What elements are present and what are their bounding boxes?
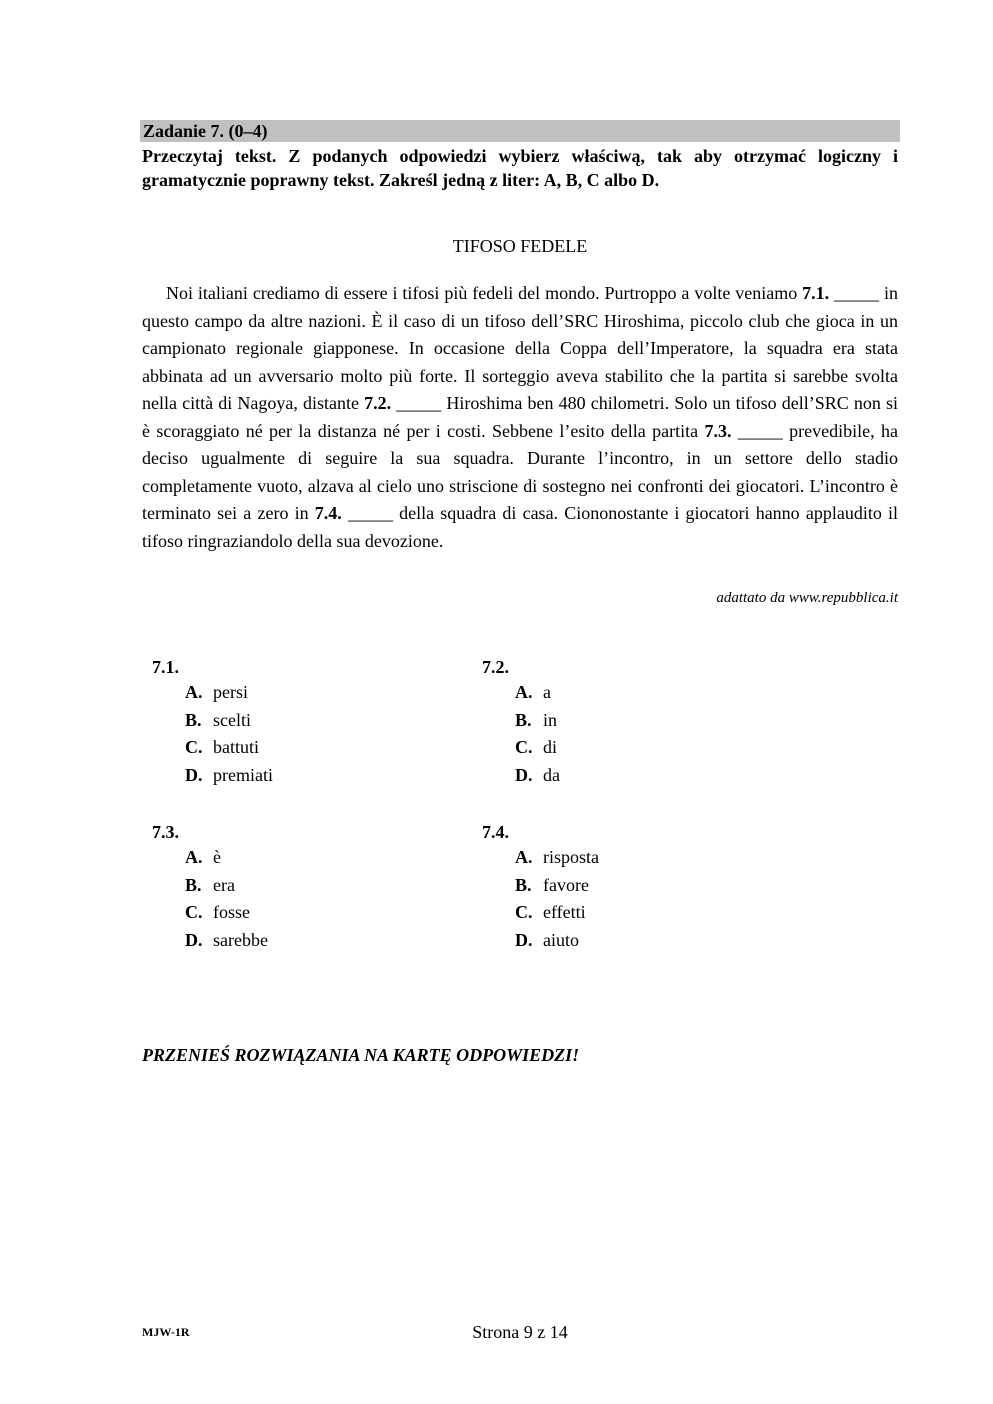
- option-letter: A.: [185, 847, 203, 867]
- option-text: era: [213, 874, 235, 895]
- option-text: battuti: [213, 737, 259, 757]
- option-text: fosse: [213, 902, 250, 922]
- option-letter: B.: [515, 709, 532, 730]
- option-text: scelti: [213, 709, 251, 730]
- answer-option-b[interactable]: [515, 872, 599, 900]
- question-label: 7.3.: [152, 822, 179, 842]
- question-7-4: [482, 820, 599, 954]
- task-instruction: Przeczytaj tekst. Z podanych odpowiedzi wybierz właściwą, tak aby otrzymać logiczny i gramatycznie poprawny tekst. Zakreśl jedną z liter: A, B, C albo D.: [142, 146, 898, 190]
- text-title: TIFOSO FEDELE: [452, 236, 588, 256]
- option-letter: C.: [515, 737, 533, 757]
- answer-option-c[interactable]: [515, 734, 560, 762]
- option-letter: D.: [515, 764, 533, 785]
- question-label: 7.4.: [482, 822, 509, 842]
- question-label: 7.2.: [482, 657, 509, 677]
- option-text: effetti: [543, 902, 586, 922]
- passage-segment: _____ prevedibile, ha deciso ugualmente di seguire la sua squadra. Durante l’incontro, in un settore dello stadio completamente vuoto, alzava al cielo uno striscione di sostegno nei confronti dei giocatori. L’incontro è terminato sei a zero in: [142, 420, 898, 523]
- option-text: sarebbe: [213, 929, 268, 950]
- answer-option-d[interactable]: [185, 927, 268, 955]
- option-letter: C.: [185, 902, 203, 922]
- reading-passage: [142, 280, 898, 555]
- answer-option-d[interactable]: [515, 927, 599, 955]
- option-letter: B.: [515, 874, 532, 895]
- gap-number-7-4: 7.4.: [314, 503, 342, 523]
- question-7-2: [482, 655, 560, 789]
- option-text: a: [543, 682, 551, 702]
- question-7-1: [152, 655, 273, 789]
- gap-number-7-1: 7.1.: [802, 283, 830, 303]
- option-letter: D.: [185, 929, 203, 950]
- answer-option-d[interactable]: [515, 762, 560, 790]
- exam-code: MJW-1R: [142, 1325, 190, 1339]
- question-label: 7.1.: [152, 657, 179, 677]
- passage-segment: _____ della squadra di casa. Ciononostante i giocatori hanno applaudito il tifoso ringraziandolo della sua devozione.: [142, 503, 899, 551]
- passage-segment: _____ in questo campo da altre nazioni. È il caso di un tifoso dell’SRC Hiroshima, piccolo club che gioca in un campionato regionale giapponese. In occasione della Coppa dell’Imperatore, la squadra era stata abbinata ad un avversario molto più forte. Il sorteggio aveva stabilito che la partita si sarebbe svolta nella città di Nagoya, distante: [142, 283, 898, 413]
- answer-option-b[interactable]: [185, 707, 273, 735]
- answer-option-a[interactable]: [185, 679, 273, 707]
- option-text: aiuto: [543, 929, 579, 950]
- answer-option-b[interactable]: [185, 872, 268, 900]
- answer-option-a[interactable]: [515, 844, 599, 872]
- option-text: di: [543, 737, 558, 757]
- text-source: adattato da www.repubblica.it: [716, 590, 898, 606]
- answer-option-c[interactable]: [515, 899, 599, 927]
- option-text: premiati: [213, 764, 273, 785]
- option-text: favore: [543, 874, 589, 895]
- passage-segment: _____ Hiroshima ben 480 chilometri. Solo un tifoso dell’SRC non si è scoraggiato né per la distanza né per i costi. Sebbene l’esito della partita: [142, 393, 898, 441]
- option-text: da: [543, 764, 560, 785]
- option-text: è: [213, 847, 221, 867]
- option-letter: A.: [515, 682, 533, 702]
- option-letter: C.: [515, 902, 533, 922]
- answer-option-b[interactable]: [515, 707, 560, 735]
- option-letter: B.: [185, 709, 202, 730]
- answer-option-c[interactable]: [185, 734, 273, 762]
- question-7-3: [152, 820, 268, 954]
- answer-option-d[interactable]: [185, 762, 273, 790]
- option-letter: D.: [515, 929, 533, 950]
- option-letter: A.: [515, 847, 533, 867]
- transfer-answers-note: PRZENIEŚ ROZWIĄZANIA NA KARTĘ ODPOWIEDZI!: [142, 1045, 580, 1065]
- page-number: Strona 9 z 14: [472, 1322, 568, 1342]
- option-letter: B.: [185, 874, 202, 895]
- gap-number-7-3: 7.3.: [704, 420, 732, 441]
- task-header: Zadanie 7. (0–4): [140, 120, 900, 142]
- option-letter: C.: [185, 737, 203, 757]
- option-letter: A.: [185, 682, 203, 702]
- option-letter: D.: [185, 764, 203, 785]
- option-text: risposta: [543, 847, 599, 867]
- answer-option-a[interactable]: [515, 679, 560, 707]
- answer-option-a[interactable]: [185, 844, 268, 872]
- gap-number-7-2: 7.2.: [364, 393, 392, 413]
- answer-option-c[interactable]: [185, 899, 268, 927]
- passage-segment: Noi italiani crediamo di essere i tifosi più fedeli del mondo. Purtroppo a volte veniamo: [166, 283, 803, 303]
- option-text: in: [543, 709, 558, 730]
- option-text: persi: [213, 682, 248, 702]
